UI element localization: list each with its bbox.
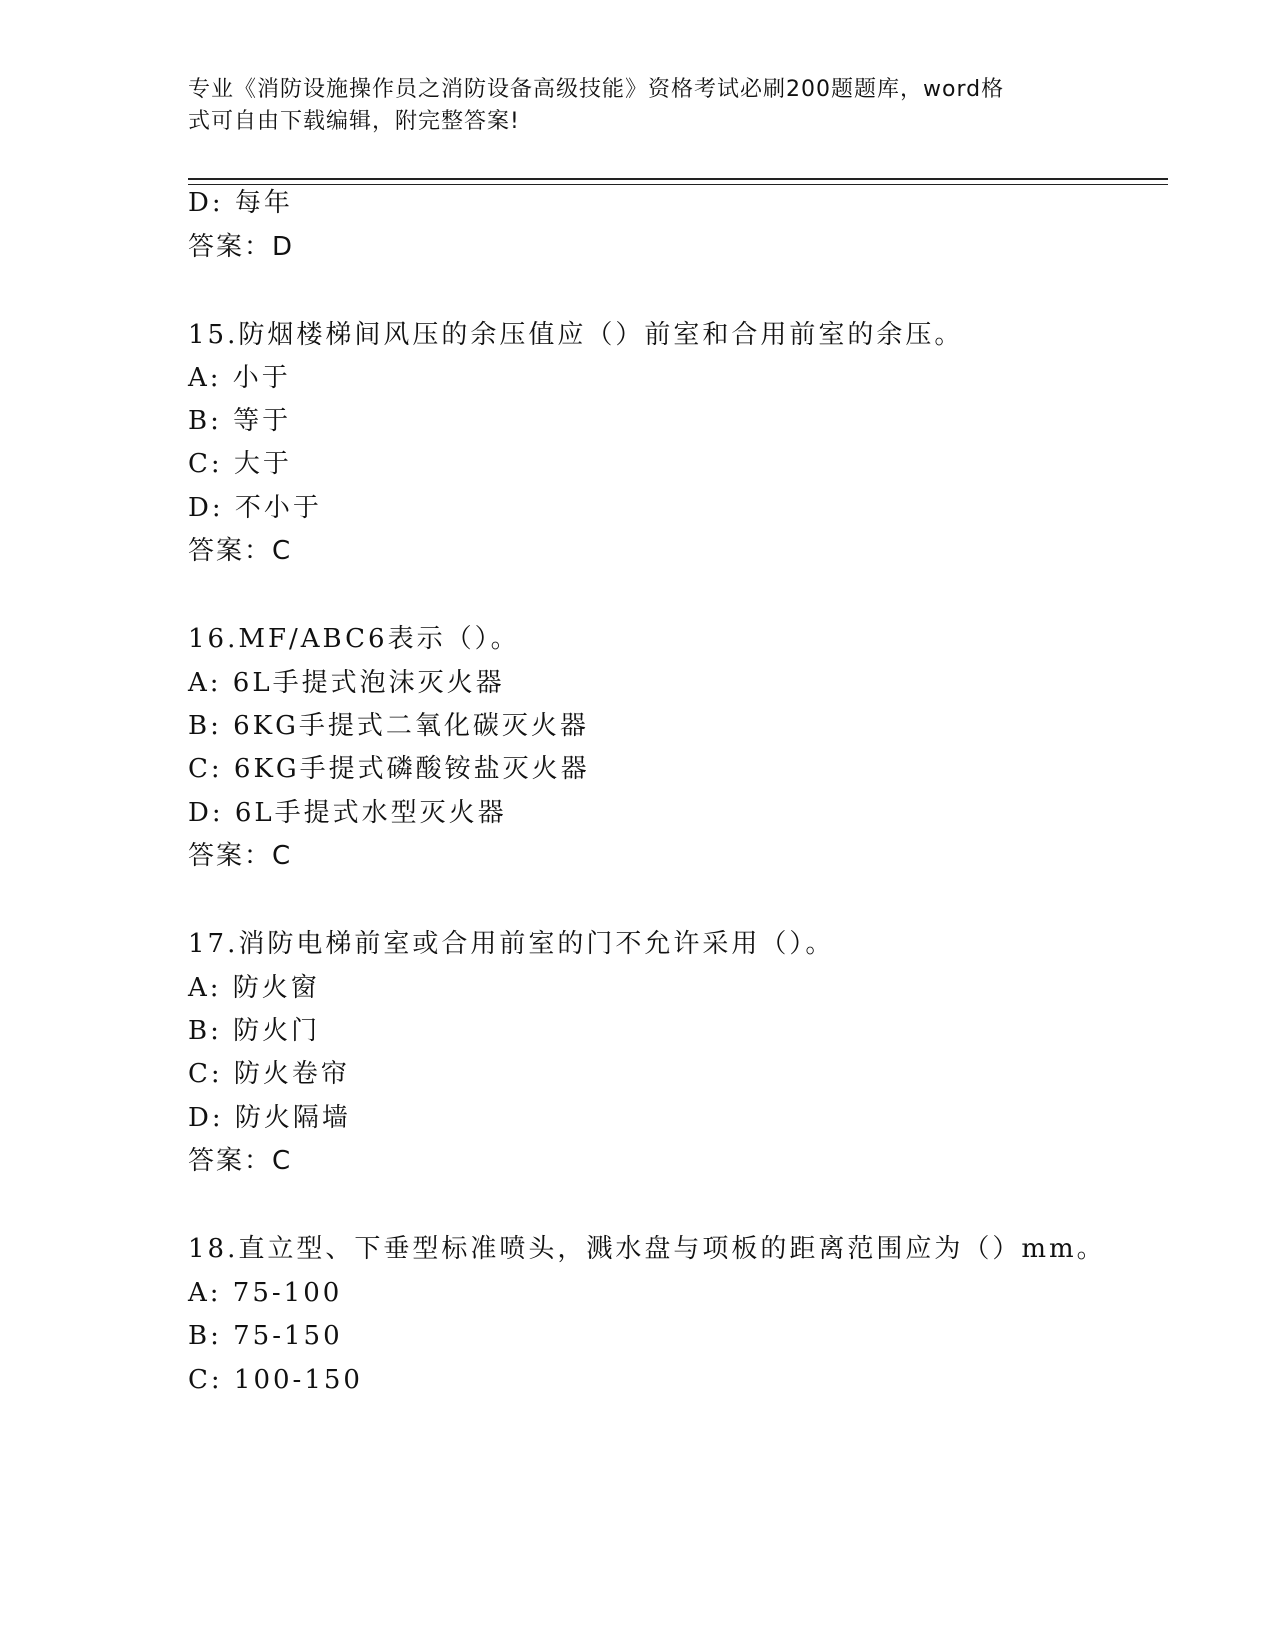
option-a: A: 防火窗	[188, 973, 320, 1003]
option-b: B: 防火门	[188, 1016, 321, 1046]
option-a: A: 6L手提式泡沫灭火器	[188, 668, 505, 698]
question-stem: 15.防烟楼梯间风压的余压值应（）前室和合用前室的余压。	[188, 320, 964, 350]
option-c: C: 6KG手提式磷酸铵盐灭火器	[188, 754, 590, 784]
option-b: B: 等于	[188, 406, 292, 436]
question-stem: 16.MF/ABC6表示（）。	[188, 624, 520, 654]
answer-line: 答案：C	[188, 536, 293, 566]
option-d: D: 每年	[188, 188, 293, 218]
answer-line: 答案：D	[188, 232, 295, 262]
option-b: B: 6KG手提式二氧化碳灭火器	[188, 711, 589, 741]
option-c: C: 防火卷帘	[188, 1059, 350, 1089]
option-a: A: 小于	[188, 363, 291, 393]
option-c: C: 100-150	[188, 1365, 363, 1395]
header-line-1: 专业《消防设施操作员之消防设备高级技能》资格考试必刷200题题库，word格	[188, 77, 1005, 102]
option-c: C: 大于	[188, 449, 292, 479]
answer-line: 答案：C	[188, 1146, 293, 1176]
document-header	[188, 74, 1068, 138]
option-d: D: 6L手提式水型灭火器	[188, 798, 507, 828]
option-d: D: 防火隔墙	[188, 1103, 351, 1133]
header-divider-thin	[188, 184, 1168, 185]
question-stem: 18.直立型、下垂型标准喷头，溅水盘与项板的距离范围应为（）mm。	[188, 1234, 1106, 1264]
option-d: D: 不小于	[188, 493, 322, 523]
option-b: B: 75-150	[188, 1321, 343, 1351]
header-line-2: 式可自由下载编辑，附完整答案!	[188, 109, 520, 134]
answer-line: 答案：C	[188, 841, 293, 871]
option-a: A: 75-100	[188, 1278, 343, 1308]
header-divider-thick	[188, 178, 1168, 180]
question-stem: 17.消防电梯前室或合用前室的门不允许采用（）。	[188, 929, 835, 959]
